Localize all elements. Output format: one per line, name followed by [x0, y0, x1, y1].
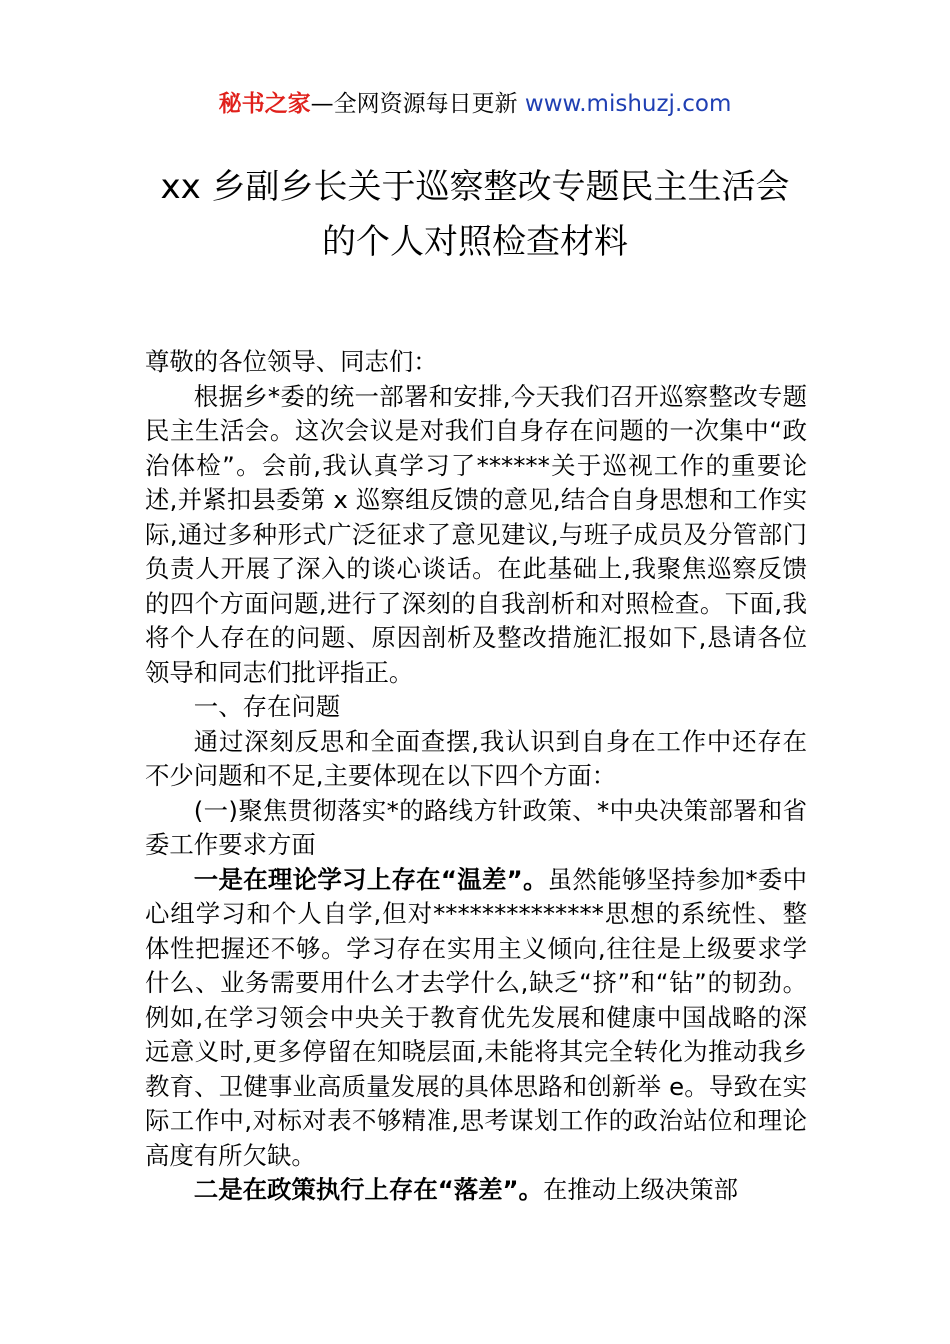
point-1-lead: 一是在理论学习上存在“温差”。 [193, 864, 548, 894]
point-1-paragraph [145, 863, 807, 1174]
document-title-line-1: xx 乡副乡长关于巡察整改专题民主生活会 [160, 167, 790, 207]
document-title [60, 160, 890, 270]
section-heading-problems: 一、存在问题 [193, 692, 341, 721]
document-title-line-2: 的个人对照检查材料 [322, 222, 628, 262]
site-header [0, 86, 950, 122]
salutation: 尊敬的各位领导、同志们： [145, 347, 438, 376]
site-tagline: —全网资源每日更新 [310, 91, 518, 117]
site-brand: 秘书之家 [218, 91, 311, 117]
point-2-lead: 二是在政策执行上存在“落差”。 [193, 1175, 543, 1204]
section-intro-paragraph: 通过深刻反思和全面查摆,我认识到自身在工作中还存在不少问题和不足,主要体现在以下四个方面： [145, 726, 807, 790]
site-url-link[interactable]: www.mishuzj.com [524, 91, 732, 117]
point-2-paragraph [145, 1173, 807, 1208]
intro-paragraph: 根据乡*委的统一部署和安排,今天我们召开巡察整改专题民主生活会。这次会议是对我们自身存在问题的一次集中“政治体检”。会前,我认真学习了******关于巡视工作的重要论述,并紧扣县委第 x 巡察组反馈的意见,结合自身思想和工作实际,通过多种形式广泛征求了意见建议,与班子成员及分管部门负责人开展了深入的谈心谈话。在此基础上,我聚焦巡察反馈的四个方面问题,进行了深刻的自我剖析和对照检查。下面,我将个人存在的问题、原因剖析及整改措施汇报如下,恳请各位领导和同志们批评指正。 [145, 381, 807, 687]
point-2-text: 在推动上级决策部 [542, 1175, 739, 1204]
point-1-text: 虽然能够坚持参加*委中心组学习和个人自学,但对**************思想的系统性、整体性把握还不够。学习存在实用主义倾向,往往是上级要求学什么、业务需要用什么才去学什么,缺乏“挤”和“钻”的韧劲。例如,在学习领会中央关于教育优先发展和健康中国战略的深远意义时,更多停留在知晓层面,未能将其完全转化为推动我乡教育、卫健事业高质量发展的具体思路和创新举 e。导致在实际工作中,对标对表不够精准,思考谋划工作的政治站位和理论高度有所欠缺。 [145, 864, 808, 1170]
document-body [145, 345, 807, 1208]
subsection-heading-1: (一)聚焦贯彻落实*的路线方针政策、*中央决策部署和省委工作要求方面 [145, 795, 807, 859]
